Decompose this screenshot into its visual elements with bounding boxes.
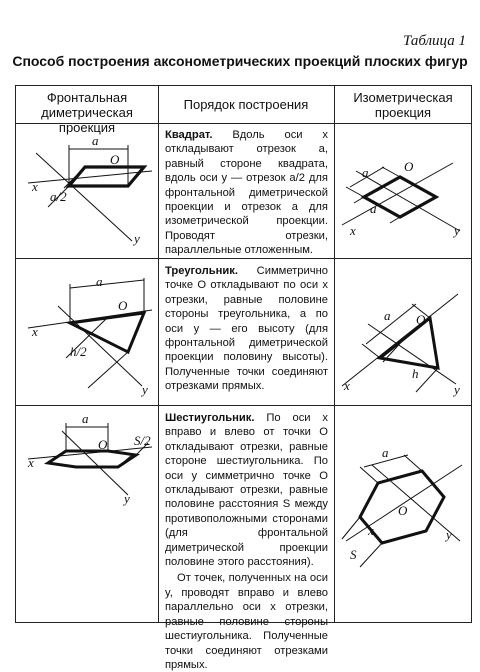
square-dimetric-figure [24, 131, 154, 251]
label-y: y [454, 382, 460, 397]
label-a-half: a/2 [50, 189, 67, 204]
label-a: a [362, 165, 369, 180]
triangle-text: Симметрично точке O откладывают по оси x отрезки, равные половине стороны треугольника, а по оси y — его высоту (для фронтальной диметрической проекции половину высоты). Полученные точки соединяют отрезками прямых. [165, 265, 328, 393]
table-number: Таблица 1 [403, 33, 466, 49]
header-isometric: Изометрическая проекция [353, 90, 453, 120]
label-S-half: S/2 [134, 433, 151, 448]
row-divider [16, 405, 471, 406]
square-description [165, 128, 328, 258]
hexagon-text-2: От точек, полученных на оси y, проводят вправо и влево параллельно оси x отрезки, равные половине стороны шестиугольника. Полученные точки соединяют отрезками прямых. [165, 572, 328, 671]
page-title: Способ построения аксонометрических проекций плоских фигур [12, 53, 468, 69]
label-a: a [382, 445, 389, 460]
square-heading: Квадрат. [165, 129, 213, 141]
label-O: O [110, 152, 120, 167]
header-procedure: Порядок построения [183, 97, 309, 112]
label-h: h [412, 366, 419, 381]
hexagon-isometric-figure [338, 411, 468, 576]
label-x: x [32, 179, 38, 194]
label-S: S [350, 547, 357, 562]
hexagon-description [165, 411, 328, 672]
column-divider [334, 86, 335, 622]
triangle-description [165, 264, 328, 394]
hexagon-dimetric-figure [24, 411, 154, 506]
triangle-isometric-figure [338, 266, 468, 401]
label-O: O [98, 437, 108, 452]
label-O: O [416, 312, 426, 327]
label-a: a [82, 411, 89, 426]
row-divider [16, 258, 471, 259]
label-h-half: h/2 [70, 344, 87, 359]
label-O: O [404, 159, 414, 174]
label-x: x [368, 523, 374, 538]
label-x: x [350, 223, 356, 238]
label-x: x [344, 378, 350, 393]
triangle-dimetric-figure [24, 266, 154, 401]
label-y: y [134, 231, 140, 246]
label-y: y [446, 527, 452, 542]
hexagon-text: По оси x вправо и влево от точки O откладывают отрезки, равные стороне шестиугольника. По оси y симметрично точке O откладывают отрезки, равные половине расстояния S между противоположными сторонами (для фронтальной диметрической проекции половине этого расстояния). [165, 412, 329, 569]
label-x: x [32, 324, 38, 339]
label-a: a [384, 308, 391, 323]
construction-table [15, 85, 472, 671]
label-O: O [118, 298, 128, 313]
square-isometric-figure [338, 131, 468, 251]
label-x: x [28, 455, 34, 470]
label-a: a [370, 201, 377, 216]
column-divider [158, 86, 159, 622]
label-a: a [96, 274, 103, 289]
label-y: y [142, 382, 148, 397]
label-a: a [92, 133, 99, 148]
label-O: O [398, 503, 408, 518]
label-y: y [454, 223, 460, 238]
triangle-heading: Треугольник. [165, 265, 238, 277]
label-y: y [124, 491, 130, 506]
hexagon-heading: Шестиугольник. [165, 412, 255, 424]
square-text: Вдоль оси x откладывают отрезок a, равный стороне квадрата, вдоль оси y — отрезок a/2 для фронтальной диметрической проекции и отрезок a для изометрической проекции. Проводят отрезки, параллельные отложенным. [165, 129, 329, 257]
header-frontal-dimetric: Фронтальная диметрическая проекция [41, 90, 133, 135]
